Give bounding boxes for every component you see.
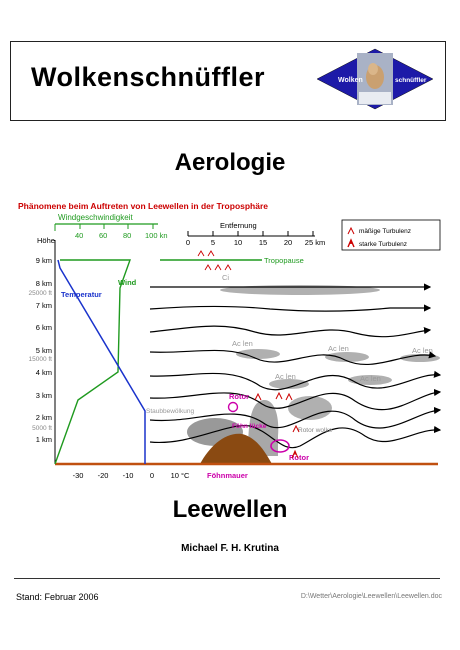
author-name: Michael F. H. Krutina <box>181 543 279 554</box>
foehn-gap-label: Föhn lücke <box>232 423 267 430</box>
ac-len-label: Ac len <box>328 344 349 353</box>
wind-scale <box>55 213 168 240</box>
height-tick: 1 km <box>35 435 52 444</box>
ci-label: Ci <box>222 273 230 282</box>
section-title: Aerologie <box>174 149 286 176</box>
logo <box>315 47 435 111</box>
height-tick: 5 km <box>35 346 52 355</box>
streamline <box>150 326 430 337</box>
height-tick: 8 km <box>35 279 52 288</box>
wind-scale-label: Windgeschwindigkeit <box>58 213 133 222</box>
turbulence-legend <box>342 220 440 250</box>
wind-tick: 60 <box>99 231 108 240</box>
rotor-label: Rotor <box>229 392 249 401</box>
main-title: Leewellen <box>172 496 288 523</box>
ft-tick: 25000 ft <box>28 290 52 297</box>
distance-tick: 15 <box>258 238 268 247</box>
distance-tick: 10 <box>233 238 243 247</box>
rotor-cloud-label: Rotor wolke <box>298 427 333 434</box>
status-date: Stand: Februar 2006 <box>16 592 99 602</box>
dust-label: Staubbewölkung <box>146 408 195 415</box>
header-box <box>10 41 446 121</box>
rotor-icon <box>229 403 238 412</box>
temp-tick: -20 <box>97 471 109 480</box>
streamline <box>150 306 430 311</box>
foehn-wall-label: Föhnmauer <box>207 471 248 480</box>
wind-label: Wind <box>118 278 137 287</box>
height-axis-label: Höhe <box>37 236 55 245</box>
distance-scale <box>186 221 325 247</box>
ac-len-label: Ac len <box>360 374 381 383</box>
height-tick: 9 km <box>35 256 52 265</box>
logo-right-text: schnüffler <box>395 77 427 84</box>
legend-moderate: mäßige Turbulenz <box>359 228 412 235</box>
leewave-diagram <box>10 196 446 486</box>
height-tick: 4 km <box>35 368 52 377</box>
height-tick: 2 km <box>35 413 52 422</box>
wind-tick: 80 <box>123 231 132 240</box>
wind-tick: 40 <box>75 231 84 240</box>
diagram-title: Phänomene beim Auftreten von Leewellen in der Troposphäre <box>18 201 269 211</box>
ac-len-label: Ac len <box>275 372 296 381</box>
distance-label: Entfernung <box>220 221 257 230</box>
distance-tick: 0 <box>185 238 191 247</box>
distance-tick: 5 <box>210 238 216 247</box>
temp-tick: -30 <box>72 471 84 480</box>
ac-len-label: Ac len <box>412 346 433 355</box>
temperature-label: Temperatur <box>61 290 102 299</box>
page-header-title: Wolkenschnüffler <box>31 62 266 92</box>
height-tick: 3 km <box>35 391 52 400</box>
ft-tick: 5000 ft <box>32 425 52 432</box>
tropopause-label: Tropopause <box>264 256 304 265</box>
distance-tick: 25 km <box>304 238 326 247</box>
temperature-axis <box>73 471 190 480</box>
height-axis <box>29 236 56 464</box>
footer-divider <box>14 578 440 579</box>
temp-tick: 0 <box>149 471 155 480</box>
rotor-label: Rotor <box>289 453 309 462</box>
file-path: D:\Wetter\Aerologie\Leewellen\Leewellen.doc <box>300 593 442 600</box>
temp-tick: -10 <box>122 471 134 480</box>
wind-tick: 100 kn <box>145 231 168 240</box>
ac-len-label: Ac len <box>232 339 253 348</box>
logo-left-text: Wolken <box>338 77 363 84</box>
legend-strong: starke Turbulenz <box>359 241 408 248</box>
streamline <box>150 350 435 364</box>
distance-tick: 20 <box>283 238 293 247</box>
ft-tick: 15000 ft <box>28 356 52 363</box>
temp-tick: 10 °C <box>170 471 190 480</box>
height-tick: 7 km <box>35 301 52 310</box>
height-tick: 6 km <box>35 323 52 332</box>
